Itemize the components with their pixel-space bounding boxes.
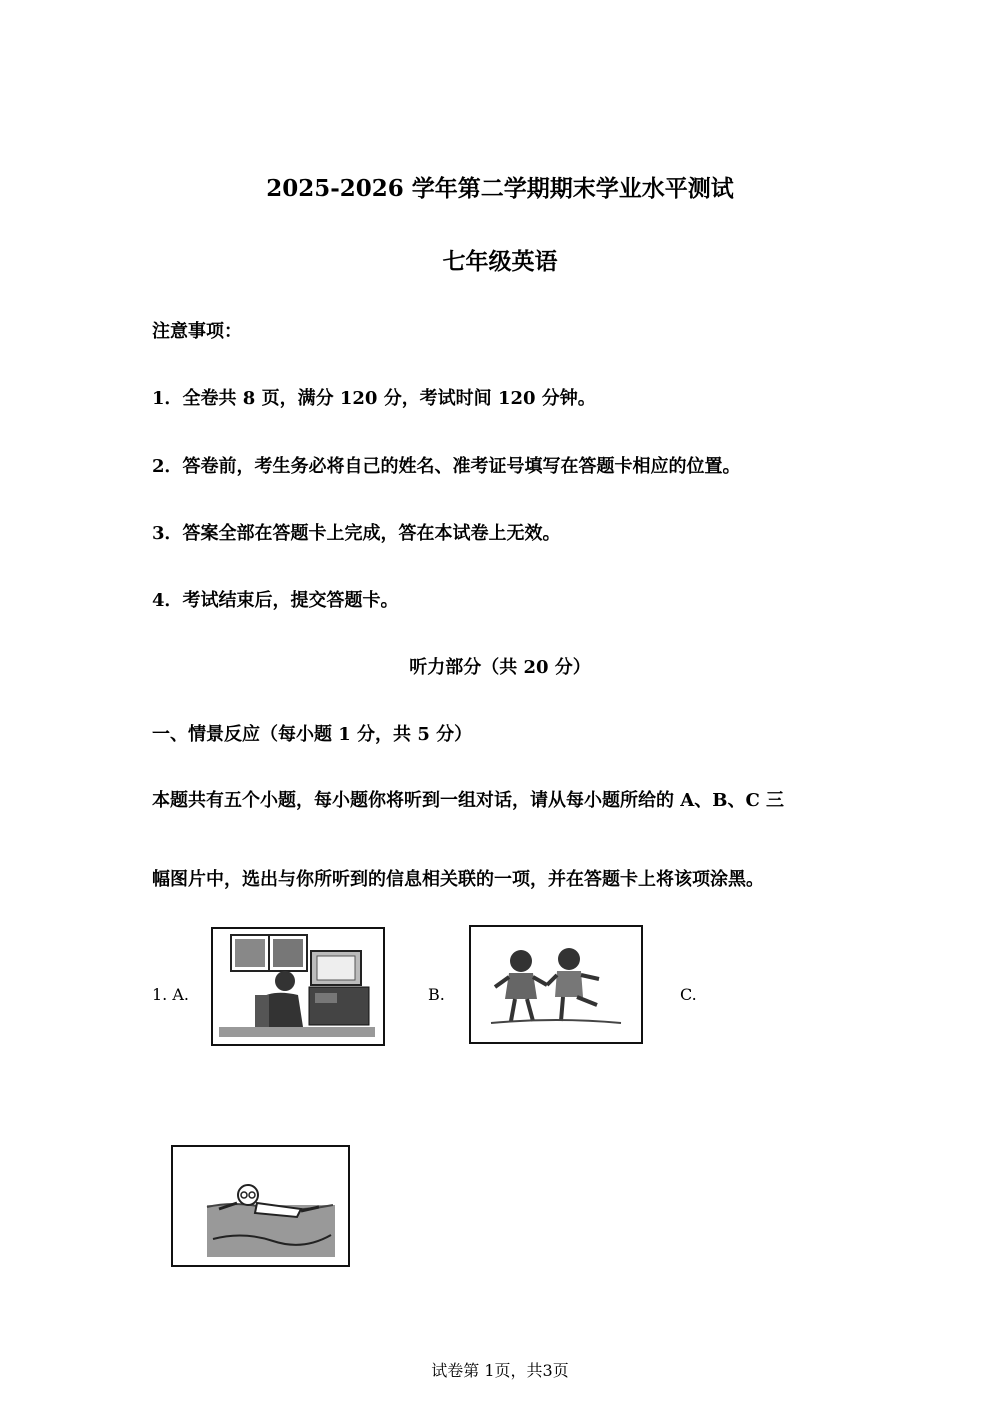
exam-title: 2025-2026 学年第二学期期末学业水平测试 [266, 175, 734, 202]
listening-section-title: 听力部分（共 20 分） [409, 657, 591, 678]
notice-item: 4．考试结束后，提交答题卡。 [152, 590, 399, 611]
q1-option-b-label: B. [428, 985, 445, 1004]
q1-option-c-label: C. [680, 985, 697, 1004]
q1-option-c-image [171, 1145, 350, 1267]
q1-option-a-label: 1. A. [152, 985, 189, 1004]
notice-item: 3．答案全部在答题卡上完成，答在本试卷上无效。 [152, 523, 561, 544]
q1-option-b-image [469, 925, 643, 1044]
q1-option-a-image [211, 927, 385, 1046]
exam-subtitle: 七年级英语 [442, 248, 558, 275]
notice-item: 1．全卷共 8 页，满分 120 分，考试时间 120 分钟。 [152, 388, 596, 409]
notice-item: 2．答卷前，考生务必将自己的姓名、准考证号填写在答题卡相应的位置。 [152, 456, 741, 477]
notice-heading: 注意事项： [152, 321, 242, 342]
instruction-line-2: 幅图片中，选出与你所听到的信息相关联的一项，并在答题卡上将该项涂黑。 [152, 869, 764, 890]
instruction-line-1: 本题共有五个小题，每小题你将听到一组对话，请从每小题所给的 A、B、C 三 [152, 790, 785, 811]
page-footer: 试卷第 1页，共3页 [431, 1361, 569, 1380]
part1-title: 一、情景反应（每小题 1 分，共 5 分） [152, 724, 473, 745]
